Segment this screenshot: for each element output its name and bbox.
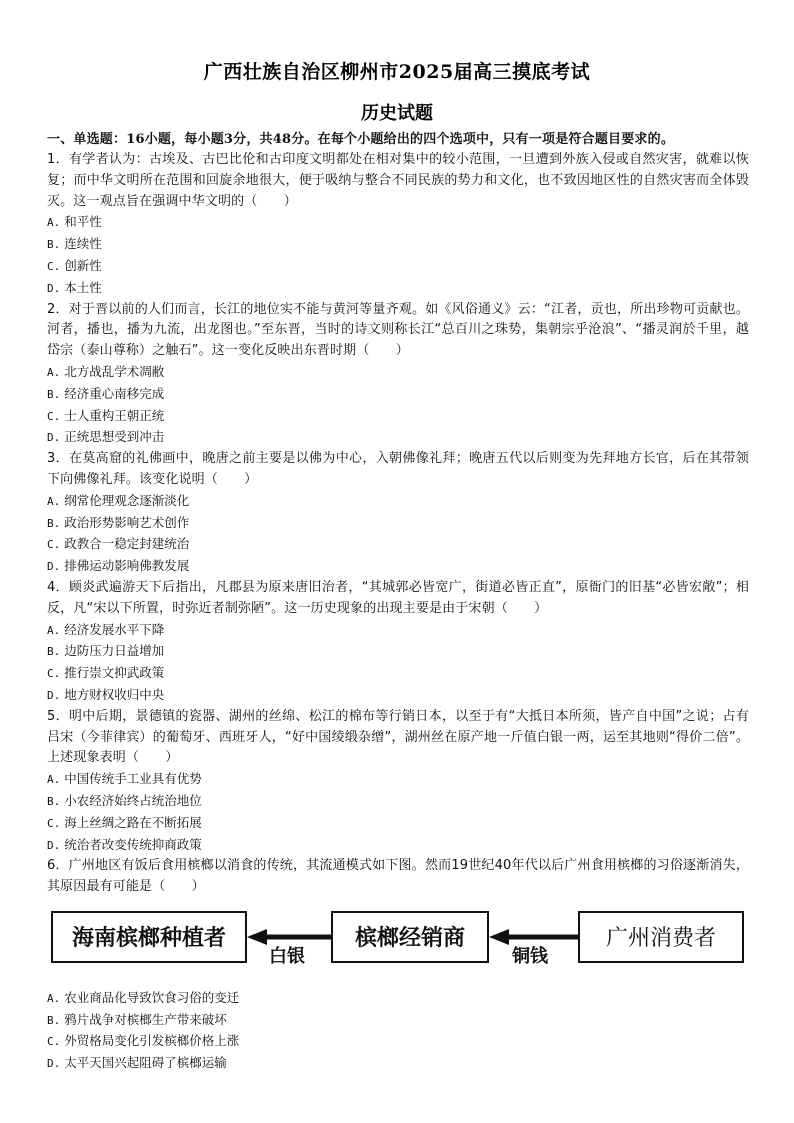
option-text: 正统思想受到冲击 [64, 429, 165, 445]
option-letter: D. [47, 688, 61, 702]
question-stem: 2．对于晋以前的人们而言，长江的地位实不能与黄河等量齐观。如《风俗通义》云：“江者，贡也，所出珍物可贡献也。河者，播也，播为九流，出龙图也。”至东晋，当时的诗文则称长江“总百川之珠势，集朝宗乎沧浪”、“播灵润於千里，越岱宗（泰山尊称）之触石”。这一变化反映出东晋时期（ ） [47, 301, 749, 359]
option-a [47, 491, 749, 513]
question-5 [47, 707, 749, 857]
option-letter: A. [47, 991, 61, 1005]
option-c [47, 534, 749, 556]
option-d [47, 278, 749, 300]
option-text: 统治者改变传统抑商政策 [64, 836, 202, 852]
flow-diagram [47, 906, 749, 982]
option-letter: A. [47, 494, 61, 508]
section-instruction: 一、单选题：16小题，每小题3分，共48分。在每个小题给出的四个选项中，只有一项是符合题目要求的。 [47, 132, 675, 147]
option-text: 纲常伦理观念逐渐淡化 [64, 492, 190, 508]
question-stem: 5．明中后期，景德镇的瓷器、湖州的丝绵、松江的棉布等行销日本，以至于有“大抵日本所须，皆产自中国”之说；占有吕宋（今菲律宾）的葡萄牙、西班牙人，“好中国绫缎杂缯”，湖州丝在原产地一斤值白银一两，运至其地则“得价二倍”。上述现象表明（ ） [47, 708, 749, 766]
option-d [47, 556, 749, 578]
option-b [47, 234, 749, 256]
option-text: 北方战乱学术凋敝 [64, 363, 165, 379]
option-text: 太平天国兴起阻碍了槟榔运输 [64, 1055, 227, 1071]
option-a [47, 769, 749, 791]
option-letter: A. [47, 216, 61, 230]
option-letter: B. [47, 238, 61, 252]
option-letter: B. [47, 516, 61, 530]
option-letter: B. [47, 645, 61, 659]
option-d [47, 427, 749, 449]
option-a [47, 212, 749, 234]
option-text: 经济重心南移完成 [64, 385, 165, 401]
option-d [47, 685, 749, 707]
option-text: 边防压力日益增加 [64, 643, 165, 659]
option-letter: C. [47, 1035, 61, 1049]
option-b [47, 384, 749, 406]
option-text: 推行崇文抑武政策 [64, 665, 165, 681]
producer-box: 海南槟榔种植者 [51, 911, 247, 963]
option-a [47, 362, 749, 384]
option-b [47, 791, 749, 813]
exam-title: 广西壮族自治区柳州市2025届高三摸底考试 [203, 61, 591, 83]
option-text: 地方财权收归中央 [64, 686, 165, 702]
option-text: 中国传统手工业具有优势 [64, 771, 202, 787]
option-text: 鸦片战争对槟榔生产带来破坏 [64, 1011, 227, 1027]
option-text: 和平性 [64, 214, 102, 230]
option-b [47, 1010, 749, 1032]
option-b [47, 641, 749, 663]
question-stem: 1．有学者认为：古埃及、古巴比伦和古印度文明都处在相对集中的较小范围，一旦遭到外族入侵或自然灾害，就难以恢复；而中华文明所在范围和回旋余地很大，便于吸纳与整合不同民族的势力和文化，也不致因地区性的自然灾害而全体毁灭。这一观点旨在强调中华文明的（ ） [47, 152, 749, 209]
option-text: 连续性 [64, 236, 102, 252]
option-c [47, 813, 749, 835]
option-c [47, 406, 749, 428]
option-text: 农业商品化导致饮食习俗的变迁 [64, 989, 240, 1005]
option-letter: C. [47, 667, 61, 681]
option-text: 外贸格局变化引发槟榔价格上涨 [64, 1033, 240, 1049]
question-stem: 3．在莫高窟的礼佛画中，晚唐之前主要是以佛为中心，入朝佛像礼拜；晚唐五代以后则变为先拜地方长官，后在其带领下向佛像礼拜。该变化说明（ ） [47, 451, 749, 487]
option-letter: D. [47, 431, 61, 445]
option-a [47, 988, 749, 1010]
option-c [47, 1031, 749, 1053]
option-text: 本土性 [64, 279, 102, 295]
option-b [47, 513, 749, 535]
option-letter: A. [47, 773, 61, 787]
option-letter: B. [47, 387, 61, 401]
option-text: 政教合一稳定封建统治 [64, 536, 190, 552]
question-4 [47, 578, 749, 707]
option-letter: C. [47, 259, 61, 273]
option-text: 海上丝绸之路在不断拓展 [64, 814, 202, 830]
option-letter: D. [47, 281, 61, 295]
option-d [47, 835, 749, 857]
exam-content [47, 130, 749, 1075]
option-letter: C. [47, 409, 61, 423]
dealer-box: 槟榔经销商 [331, 911, 489, 963]
question-2 [47, 300, 749, 450]
option-c [47, 256, 749, 278]
option-text: 创新性 [64, 257, 102, 273]
option-a [47, 620, 749, 642]
option-letter: C. [47, 538, 61, 552]
question-3 [47, 449, 749, 578]
option-letter: D. [47, 1057, 61, 1071]
option-text: 士人重构王朝正统 [64, 407, 165, 423]
option-letter: A. [47, 365, 61, 379]
option-text: 经济发展水平下降 [64, 621, 165, 637]
question-1 [47, 150, 749, 300]
question-stem: 6．广州地区有饭后食用槟榔以消食的传统，其流通模式如下图。然而19世纪40年代以后广州食用槟榔的习俗逐渐消失，其原因最有可能是（ ） [47, 858, 749, 895]
option-letter: B. [47, 1013, 61, 1027]
option-letter: D. [47, 838, 61, 852]
option-text: 小农经济始终占统治地位 [64, 792, 202, 808]
option-letter: B. [47, 794, 61, 808]
subject-title: 历史试题 [361, 103, 433, 124]
copper-label: 铜钱 [512, 945, 548, 967]
option-c [47, 663, 749, 685]
consumer-box: 广州消费者 [578, 911, 744, 963]
question-stem: 4．顾炎武遍游天下后指出，凡郡县为原来唐旧治者，“其城郭必皆宽广，街道必皆正直”，原衙门的旧基“必皆宏敞”；相反，凡“宋以下所置，时弥近者制弥陋”。这一历史现象的出现主要是由于宋朝（ ） [47, 579, 749, 616]
option-d [47, 1053, 749, 1075]
question-6 [47, 856, 749, 1075]
option-text: 排佛运动影响佛教发展 [64, 558, 190, 574]
silver-label: 白银 [269, 945, 305, 967]
option-letter: D. [47, 560, 61, 574]
option-letter: A. [47, 623, 61, 637]
option-text: 政治形势影响艺术创作 [64, 514, 190, 530]
option-letter: C. [47, 816, 61, 830]
